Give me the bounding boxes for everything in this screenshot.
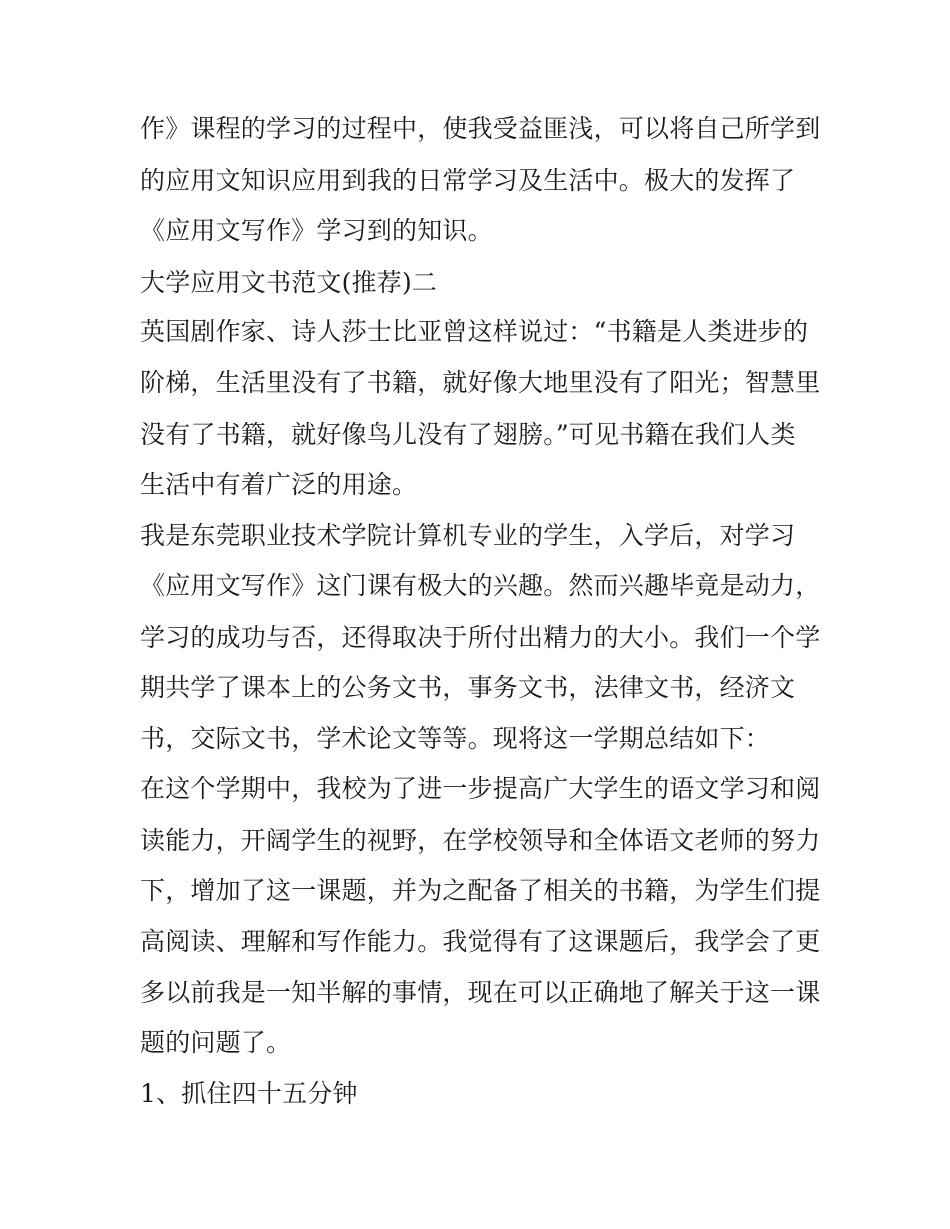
paragraph-line: 书，交际文书，学术论文等等。现将这一学期总结如下： [140,724,771,753]
paragraph-line: 我是东莞职业技术学院计算机专业的学生，入学后，对学习 [140,521,796,550]
paragraph-line: 高阅读、理解和写作能力。我觉得有了这课题后，我学会了更 [140,927,821,956]
paragraph-line: 没有了书籍，就好像鸟儿没有了翅膀。”可见书籍在我们人类 [140,420,796,449]
paragraph-line: 期共学了课本上的公务文书，事务文书，法律文书，经济文 [140,673,796,702]
paragraph-line: 读能力，开阔学生的视野，在学校领导和全体语文老师的努力 [140,826,821,855]
paragraph-line: 《应用文写作》这门课有极大的兴趣。然而兴趣毕竟是动力， [140,571,821,600]
paragraph-line: 在这个学期中，我校为了进一步提高广大学生的语文学习和阅 [140,774,821,803]
paragraph-line: 学习的成功与否，还得取决于所付出精力的大小。我们一个学 [140,623,821,652]
paragraph-line: 《应用文写作》学习到的知识。 [140,216,493,245]
section-heading: 大学应用文书范文(推荐)二 [140,268,438,297]
paragraph-line: 的应用文知识应用到我的日常学习及生活中。极大的发挥了 [140,166,796,195]
paragraph-line: 下，增加了这一课题，并为之配备了相关的书籍，为学生们提 [140,876,821,905]
paragraph-line: 题的问题了。 [140,1028,292,1057]
paragraph-line: 阶梯，生活里没有了书籍，就好像大地里没有了阳光；智慧里 [140,368,821,397]
paragraph-line: 生活中有着广泛的用途。 [140,470,418,499]
paragraph-line: 多以前我是一知半解的事情，现在可以正确地了解关于这一课 [140,978,821,1007]
paragraph-line: 英国剧作家、诗人莎士比亚曾这样说过：“书籍是人类进步的 [140,317,809,346]
paragraph-line: 作》课程的学习的过程中，使我受益匪浅，可以将自己所学到 [140,114,821,143]
list-item-heading: 1、抓住四十五分钟 [140,1079,358,1108]
